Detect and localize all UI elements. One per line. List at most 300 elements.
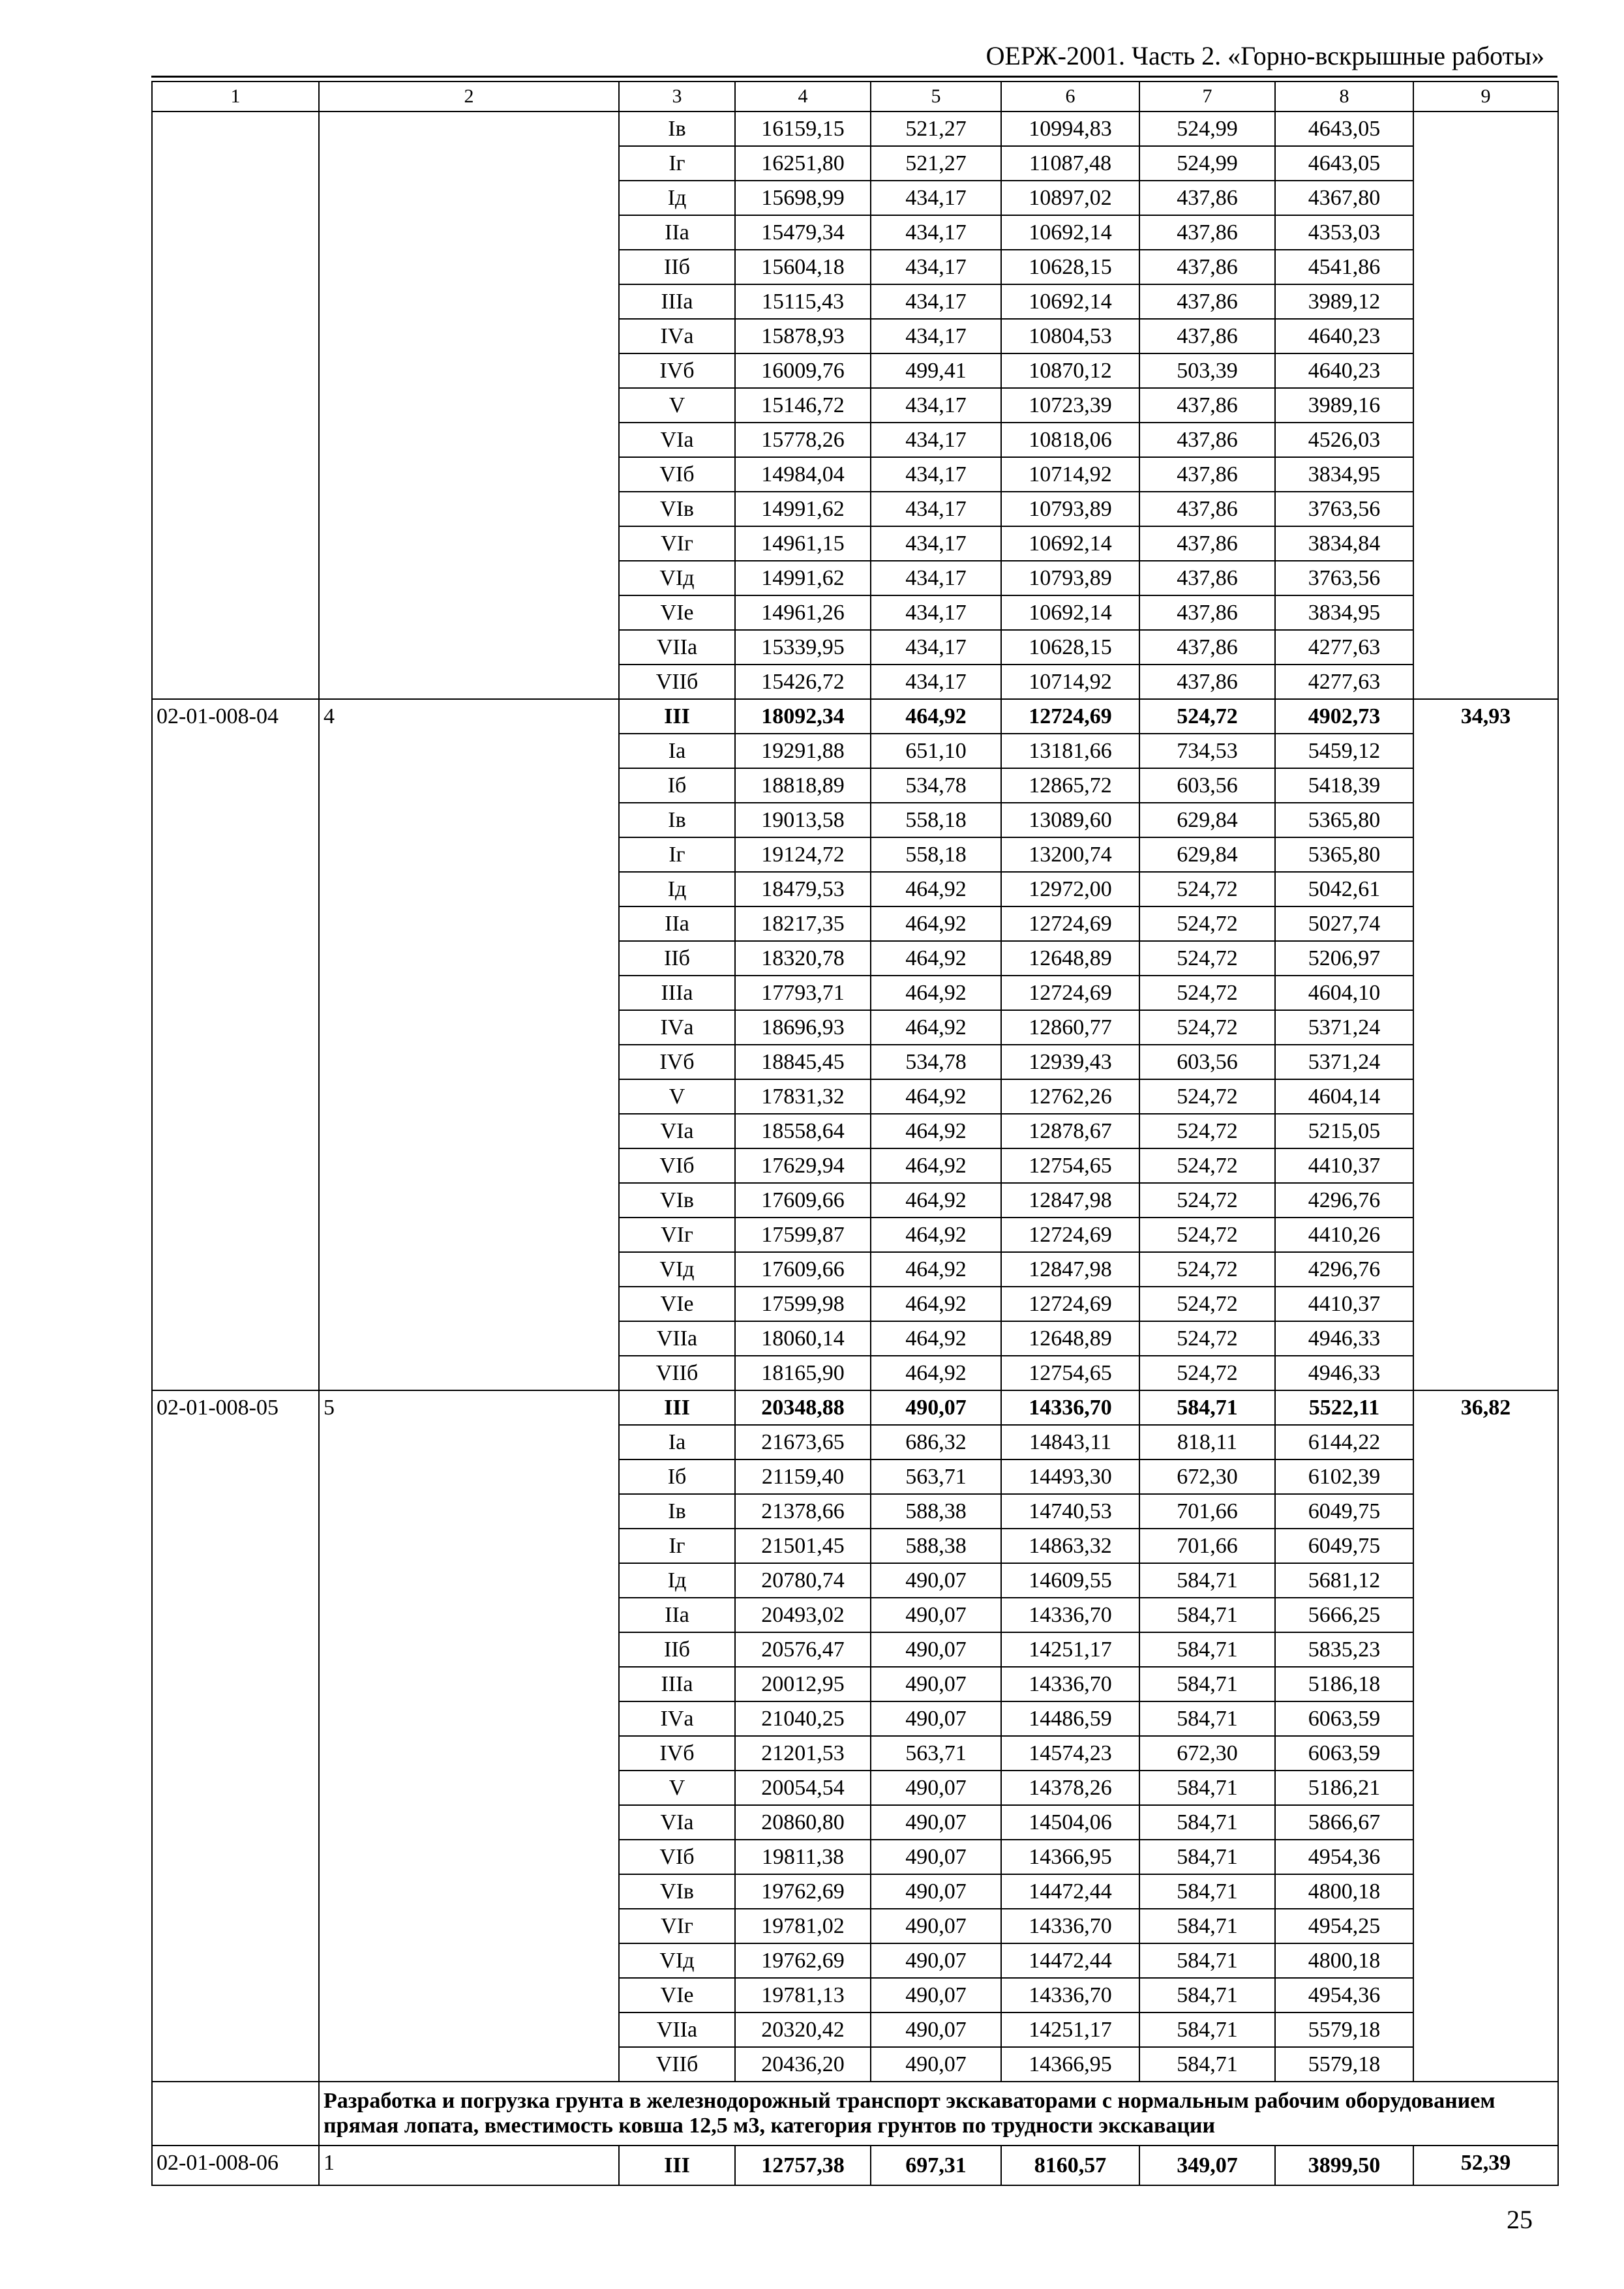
cost-value: 4946,33 [1275, 1321, 1413, 1356]
cost-value: 15878,93 [735, 319, 871, 353]
cost-value: 5681,12 [1275, 1563, 1413, 1598]
cost-value: 5579,18 [1275, 2012, 1413, 2047]
cost-value: 490,07 [871, 1909, 1001, 1943]
cost-value: 5186,21 [1275, 1771, 1413, 1805]
cost-value: 464,92 [871, 1287, 1001, 1321]
cost-value: 21159,40 [735, 1459, 871, 1494]
cost-value: 3899,50 [1275, 2146, 1413, 2185]
cost-value: 524,99 [1139, 112, 1275, 146]
cost-value: 437,86 [1139, 457, 1275, 492]
cost-value: 584,71 [1139, 1805, 1275, 1840]
soil-category: Iа [619, 1425, 735, 1459]
cost-value: 534,78 [871, 1045, 1001, 1079]
cost-value: 13089,60 [1001, 803, 1139, 837]
cost-value: 10994,83 [1001, 112, 1139, 146]
cost-value: 584,71 [1139, 1563, 1275, 1598]
cost-value: 14336,70 [1001, 1909, 1139, 1943]
column-number: 4 [735, 82, 871, 112]
cost-value: 14251,17 [1001, 1632, 1139, 1667]
cost-value: 490,07 [871, 1390, 1001, 1425]
cost-value: 437,86 [1139, 181, 1275, 215]
cost-value: 10714,92 [1001, 665, 1139, 699]
cost-value: 5215,05 [1275, 1114, 1413, 1148]
cost-value: 4800,18 [1275, 1874, 1413, 1909]
soil-category: VIа [619, 423, 735, 457]
cost-value: 464,92 [871, 906, 1001, 941]
cost-value: 21201,53 [735, 1736, 871, 1771]
soil-category: Iа [619, 734, 735, 768]
cost-value: 434,17 [871, 284, 1001, 319]
cost-value: 490,07 [871, 1701, 1001, 1736]
cost-value: 18165,90 [735, 1356, 871, 1390]
cost-value: 18696,93 [735, 1010, 871, 1045]
cost-value: 3989,12 [1275, 284, 1413, 319]
soil-category: Iд [619, 1563, 735, 1598]
cost-value: 19781,02 [735, 1909, 871, 1943]
soil-category: Iв [619, 1494, 735, 1529]
cost-value: 437,86 [1139, 319, 1275, 353]
cost-value: 13200,74 [1001, 837, 1139, 872]
column-9-value: 36,82 [1413, 1390, 1558, 2082]
soil-category: IVа [619, 1701, 735, 1736]
cost-value: 434,17 [871, 595, 1001, 630]
cost-value: 14472,44 [1001, 1874, 1139, 1909]
cost-value: 14991,62 [735, 561, 871, 595]
cost-value: 14336,70 [1001, 1390, 1139, 1425]
cost-value: 464,92 [871, 1148, 1001, 1183]
cost-value: 14336,70 [1001, 1598, 1139, 1632]
soil-category: VIв [619, 1183, 735, 1218]
cost-value: 12939,43 [1001, 1045, 1139, 1079]
column-2-value: 4 [319, 699, 619, 1390]
cost-value: 5579,18 [1275, 2047, 1413, 2082]
cost-value: 434,17 [871, 388, 1001, 423]
column-2-value [319, 112, 619, 699]
soil-category: Iв [619, 803, 735, 837]
soil-category: Iг [619, 146, 735, 181]
cost-value: 14378,26 [1001, 1771, 1139, 1805]
cost-value: 12724,69 [1001, 906, 1139, 941]
page-header [151, 39, 1557, 78]
cost-value: 524,72 [1139, 1356, 1275, 1390]
cost-value: 584,71 [1139, 1978, 1275, 2012]
cost-value: 524,72 [1139, 1183, 1275, 1218]
cost-value: 12762,26 [1001, 1079, 1139, 1114]
cost-value: 4902,73 [1275, 699, 1413, 734]
cost-value: 4800,18 [1275, 1943, 1413, 1978]
cost-value: 10692,14 [1001, 284, 1139, 319]
cost-value: 15604,18 [735, 250, 871, 284]
cost-value: 12724,69 [1001, 1218, 1139, 1252]
cost-value: 524,72 [1139, 941, 1275, 976]
cost-value: 524,72 [1139, 906, 1275, 941]
cost-value: 524,72 [1139, 1252, 1275, 1287]
cost-value: 6049,75 [1275, 1494, 1413, 1529]
cost-value: 15479,34 [735, 215, 871, 250]
cost-value: 4640,23 [1275, 319, 1413, 353]
soil-category: VIб [619, 457, 735, 492]
cost-value: 701,66 [1139, 1494, 1275, 1529]
cost-value: 686,32 [871, 1425, 1001, 1459]
cost-value: 4643,05 [1275, 146, 1413, 181]
cost-value: 12754,65 [1001, 1148, 1139, 1183]
cost-value: 14486,59 [1001, 1701, 1139, 1736]
cost-value: 584,71 [1139, 1874, 1275, 1909]
cost-value: 524,72 [1139, 1114, 1275, 1148]
cost-value: 4954,36 [1275, 1978, 1413, 2012]
cost-value: 17831,32 [735, 1079, 871, 1114]
cost-value: 19124,72 [735, 837, 871, 872]
cost-value: 5206,97 [1275, 941, 1413, 976]
rate-code: 02-01-008-04 [152, 699, 319, 1390]
soil-category: V [619, 388, 735, 423]
cost-value: 464,92 [871, 1114, 1001, 1148]
cost-value: 21040,25 [735, 1701, 871, 1736]
cost-value: 5866,67 [1275, 1805, 1413, 1840]
cost-value: 584,71 [1139, 1667, 1275, 1701]
cost-value: 20012,95 [735, 1667, 871, 1701]
soil-category: IVб [619, 353, 735, 388]
cost-value: 12648,89 [1001, 1321, 1139, 1356]
cost-value: 6063,59 [1275, 1701, 1413, 1736]
cost-value: 584,71 [1139, 2012, 1275, 2047]
cost-value: 3763,56 [1275, 492, 1413, 526]
cost-value: 524,72 [1139, 976, 1275, 1010]
cost-value: 16159,15 [735, 112, 871, 146]
cost-value: 584,71 [1139, 1840, 1275, 1874]
cost-value: 588,38 [871, 1529, 1001, 1563]
cost-value: 437,86 [1139, 595, 1275, 630]
cost-value: 10692,14 [1001, 526, 1139, 561]
cost-value: 437,86 [1139, 665, 1275, 699]
cost-value: 490,07 [871, 1805, 1001, 1840]
cost-value: 437,86 [1139, 630, 1275, 665]
cost-value: 10793,89 [1001, 561, 1139, 595]
cost-value: 15339,95 [735, 630, 871, 665]
section-heading-spacer [152, 2082, 319, 2146]
soil-category: VIд [619, 561, 735, 595]
cost-value: 17793,71 [735, 976, 871, 1010]
cost-value: 464,92 [871, 976, 1001, 1010]
column-9-value [1413, 112, 1558, 699]
cost-value: 5371,24 [1275, 1010, 1413, 1045]
cost-value: 584,71 [1139, 1390, 1275, 1425]
cost-value: 10628,15 [1001, 250, 1139, 284]
soil-category: III [619, 2146, 735, 2185]
cost-value: 16251,80 [735, 146, 871, 181]
cost-value: 818,11 [1139, 1425, 1275, 1459]
table-row [152, 699, 1558, 734]
soil-category: Iд [619, 181, 735, 215]
soil-category: IIб [619, 941, 735, 976]
soil-category: VIIа [619, 2012, 735, 2047]
column-number: 6 [1001, 82, 1139, 112]
cost-value: 10723,39 [1001, 388, 1139, 423]
soil-category: V [619, 1079, 735, 1114]
cost-value: 434,17 [871, 250, 1001, 284]
cost-value: 10628,15 [1001, 630, 1139, 665]
cost-value: 464,92 [871, 1356, 1001, 1390]
soil-category: VIб [619, 1148, 735, 1183]
cost-value: 521,27 [871, 146, 1001, 181]
cost-value: 490,07 [871, 1840, 1001, 1874]
cost-value: 584,71 [1139, 1771, 1275, 1805]
column-number: 1 [152, 82, 319, 112]
cost-value: 563,71 [871, 1459, 1001, 1494]
column-2-value: 5 [319, 1390, 619, 2082]
cost-value: 5027,74 [1275, 906, 1413, 941]
rate-code: 02-01-008-05 [152, 1390, 319, 2082]
soil-category: IIб [619, 250, 735, 284]
cost-value: 12648,89 [1001, 941, 1139, 976]
column-9-value: 34,93 [1413, 699, 1558, 1390]
soil-category: III [619, 699, 735, 734]
cost-value: 12757,38 [735, 2146, 871, 2185]
cost-value: 490,07 [871, 1667, 1001, 1701]
cost-value: 10692,14 [1001, 595, 1139, 630]
cost-value: 14504,06 [1001, 1805, 1139, 1840]
cost-value: 18217,35 [735, 906, 871, 941]
soil-category: VIIб [619, 1356, 735, 1390]
cost-value: 5365,80 [1275, 837, 1413, 872]
cost-value: 4296,76 [1275, 1252, 1413, 1287]
cost-value: 21673,65 [735, 1425, 871, 1459]
cost-value: 12865,72 [1001, 768, 1139, 803]
column-number: 7 [1139, 82, 1275, 112]
soil-category: VIг [619, 1909, 735, 1943]
cost-value: 524,72 [1139, 872, 1275, 906]
soil-category: IIа [619, 1598, 735, 1632]
cost-value: 603,56 [1139, 768, 1275, 803]
cost-value: 10714,92 [1001, 457, 1139, 492]
cost-value: 437,86 [1139, 423, 1275, 457]
cost-value: 3834,84 [1275, 526, 1413, 561]
cost-value: 18060,14 [735, 1321, 871, 1356]
cost-value: 18092,34 [735, 699, 871, 734]
cost-value: 4954,25 [1275, 1909, 1413, 1943]
cost-value: 12724,69 [1001, 1287, 1139, 1321]
cost-value: 20348,88 [735, 1390, 871, 1425]
cost-value: 14961,15 [735, 526, 871, 561]
cost-value: 12972,00 [1001, 872, 1139, 906]
cost-value: 16009,76 [735, 353, 871, 388]
column-number: 5 [871, 82, 1001, 112]
soil-category: VIд [619, 1252, 735, 1287]
cost-value: 697,31 [871, 2146, 1001, 2185]
soil-category: IVа [619, 1010, 735, 1045]
cost-value: 6049,75 [1275, 1529, 1413, 1563]
table-row [152, 112, 1558, 146]
soil-category: VIг [619, 1218, 735, 1252]
cost-value: 490,07 [871, 1563, 1001, 1598]
cost-value: 603,56 [1139, 1045, 1275, 1079]
cost-value: 14961,26 [735, 595, 871, 630]
column-number: 9 [1413, 82, 1558, 112]
cost-value: 20576,47 [735, 1632, 871, 1667]
cost-value: 20780,74 [735, 1563, 871, 1598]
cost-value: 524,72 [1139, 699, 1275, 734]
cost-value: 5042,61 [1275, 872, 1413, 906]
cost-value: 4643,05 [1275, 112, 1413, 146]
cost-value: 4541,86 [1275, 250, 1413, 284]
soil-category: VIа [619, 1805, 735, 1840]
cost-value: 558,18 [871, 837, 1001, 872]
cost-value: 434,17 [871, 561, 1001, 595]
cost-value: 490,07 [871, 1771, 1001, 1805]
cost-value: 15698,99 [735, 181, 871, 215]
cost-value: 584,71 [1139, 1598, 1275, 1632]
cost-value: 18845,45 [735, 1045, 871, 1079]
cost-value: 19013,58 [735, 803, 871, 837]
soil-category: IIа [619, 906, 735, 941]
cost-value: 434,17 [871, 215, 1001, 250]
cost-value: 10818,06 [1001, 423, 1139, 457]
cost-value: 17599,87 [735, 1218, 871, 1252]
cost-value: 5186,18 [1275, 1667, 1413, 1701]
soil-category: IVа [619, 319, 735, 353]
cost-value: 20054,54 [735, 1771, 871, 1805]
cost-value: 490,07 [871, 1632, 1001, 1667]
soil-category: III [619, 1390, 735, 1425]
cost-value: 21378,66 [735, 1494, 871, 1529]
cost-value: 20860,80 [735, 1805, 871, 1840]
cost-value: 464,92 [871, 1252, 1001, 1287]
cost-value: 651,10 [871, 734, 1001, 768]
cost-value: 19781,13 [735, 1978, 871, 2012]
cost-value: 499,41 [871, 353, 1001, 388]
cost-value: 14366,95 [1001, 1840, 1139, 1874]
soil-category: VIд [619, 1943, 735, 1978]
cost-value: 14984,04 [735, 457, 871, 492]
cost-value: 12878,67 [1001, 1114, 1139, 1148]
cost-value: 12847,98 [1001, 1183, 1139, 1218]
section-heading: Разработка и погрузка грунта в железнодорожный транспорт экскаваторами с нормальным рабочим оборудованием прямая лопата, вместимость ковша 12,5 м3, категория грунтов по трудности экскавации [319, 2082, 1558, 2146]
cost-value: 14740,53 [1001, 1494, 1139, 1529]
cost-value: 437,86 [1139, 388, 1275, 423]
cost-value: 4410,37 [1275, 1148, 1413, 1183]
cost-value: 14991,62 [735, 492, 871, 526]
cost-value: 4954,36 [1275, 1840, 1413, 1874]
rate-code [152, 112, 319, 699]
cost-value: 437,86 [1139, 492, 1275, 526]
cost-value: 15426,72 [735, 665, 871, 699]
cost-value: 563,71 [871, 1736, 1001, 1771]
soil-category: V [619, 1771, 735, 1805]
soil-category: IVб [619, 1045, 735, 1079]
soil-category: VIIб [619, 2047, 735, 2082]
cost-value: 5522,11 [1275, 1390, 1413, 1425]
cost-value: 11087,48 [1001, 146, 1139, 181]
cost-value: 584,71 [1139, 1943, 1275, 1978]
cost-value: 672,30 [1139, 1736, 1275, 1771]
column-number: 2 [319, 82, 619, 112]
cost-value: 534,78 [871, 768, 1001, 803]
cost-value: 629,84 [1139, 803, 1275, 837]
cost-value: 17599,98 [735, 1287, 871, 1321]
cost-value: 434,17 [871, 181, 1001, 215]
cost-value: 464,92 [871, 941, 1001, 976]
cost-value: 464,92 [871, 1010, 1001, 1045]
cost-value: 14472,44 [1001, 1943, 1139, 1978]
cost-value: 14366,95 [1001, 2047, 1139, 2082]
cost-value: 14336,70 [1001, 1978, 1139, 2012]
soil-category: VIIа [619, 1321, 735, 1356]
rates-table [151, 81, 1559, 2186]
cost-value: 434,17 [871, 423, 1001, 457]
soil-category: VIе [619, 595, 735, 630]
cost-value: 4640,23 [1275, 353, 1413, 388]
cost-value: 584,71 [1139, 1909, 1275, 1943]
cost-value: 672,30 [1139, 1459, 1275, 1494]
cost-value: 4277,63 [1275, 630, 1413, 665]
soil-category: Iг [619, 837, 735, 872]
cost-value: 17609,66 [735, 1252, 871, 1287]
cost-value: 12860,77 [1001, 1010, 1139, 1045]
soil-category: VIв [619, 1874, 735, 1909]
soil-category: Iг [619, 1529, 735, 1563]
cost-value: 524,99 [1139, 146, 1275, 181]
cost-value: 588,38 [871, 1494, 1001, 1529]
column-number: 8 [1275, 82, 1413, 112]
cost-value: 3834,95 [1275, 457, 1413, 492]
cost-value: 4367,80 [1275, 181, 1413, 215]
cost-value: 3989,16 [1275, 388, 1413, 423]
cost-value: 437,86 [1139, 526, 1275, 561]
cost-value: 21501,45 [735, 1529, 871, 1563]
cost-value: 349,07 [1139, 2146, 1275, 2185]
soil-category: IIIа [619, 284, 735, 319]
cost-value: 14336,70 [1001, 1667, 1139, 1701]
cost-value: 490,07 [871, 1598, 1001, 1632]
cost-value: 4296,76 [1275, 1183, 1413, 1218]
cost-value: 524,72 [1139, 1010, 1275, 1045]
cost-value: 4604,14 [1275, 1079, 1413, 1114]
cost-value: 6102,39 [1275, 1459, 1413, 1494]
soil-category: VIг [619, 526, 735, 561]
cost-value: 3763,56 [1275, 561, 1413, 595]
soil-category: IIб [619, 1632, 735, 1667]
cost-value: 12847,98 [1001, 1252, 1139, 1287]
cost-value: 12754,65 [1001, 1356, 1139, 1390]
cost-value: 434,17 [871, 457, 1001, 492]
cost-value: 5459,12 [1275, 734, 1413, 768]
soil-category: VIIб [619, 665, 735, 699]
cost-value: 629,84 [1139, 837, 1275, 872]
cost-value: 6063,59 [1275, 1736, 1413, 1771]
table-row [152, 1390, 1558, 1425]
cost-value: 584,71 [1139, 2047, 1275, 2082]
soil-category: IIIа [619, 976, 735, 1010]
cost-value: 437,86 [1139, 561, 1275, 595]
column-9-value: 52,39 [1413, 2146, 1558, 2185]
cost-value: 4604,10 [1275, 976, 1413, 1010]
cost-value: 437,86 [1139, 284, 1275, 319]
soil-category: VIб [619, 1840, 735, 1874]
cost-value: 524,72 [1139, 1148, 1275, 1183]
cost-value: 464,92 [871, 1183, 1001, 1218]
cost-value: 584,71 [1139, 1701, 1275, 1736]
cost-value: 17629,94 [735, 1148, 871, 1183]
cost-value: 14574,23 [1001, 1736, 1139, 1771]
cost-value: 701,66 [1139, 1529, 1275, 1563]
cost-value: 18558,64 [735, 1114, 871, 1148]
soil-category: Iб [619, 768, 735, 803]
soil-category: VIе [619, 1978, 735, 2012]
soil-category: Iв [619, 112, 735, 146]
cost-value: 503,39 [1139, 353, 1275, 388]
cost-value: 5835,23 [1275, 1632, 1413, 1667]
soil-category: VIа [619, 1114, 735, 1148]
